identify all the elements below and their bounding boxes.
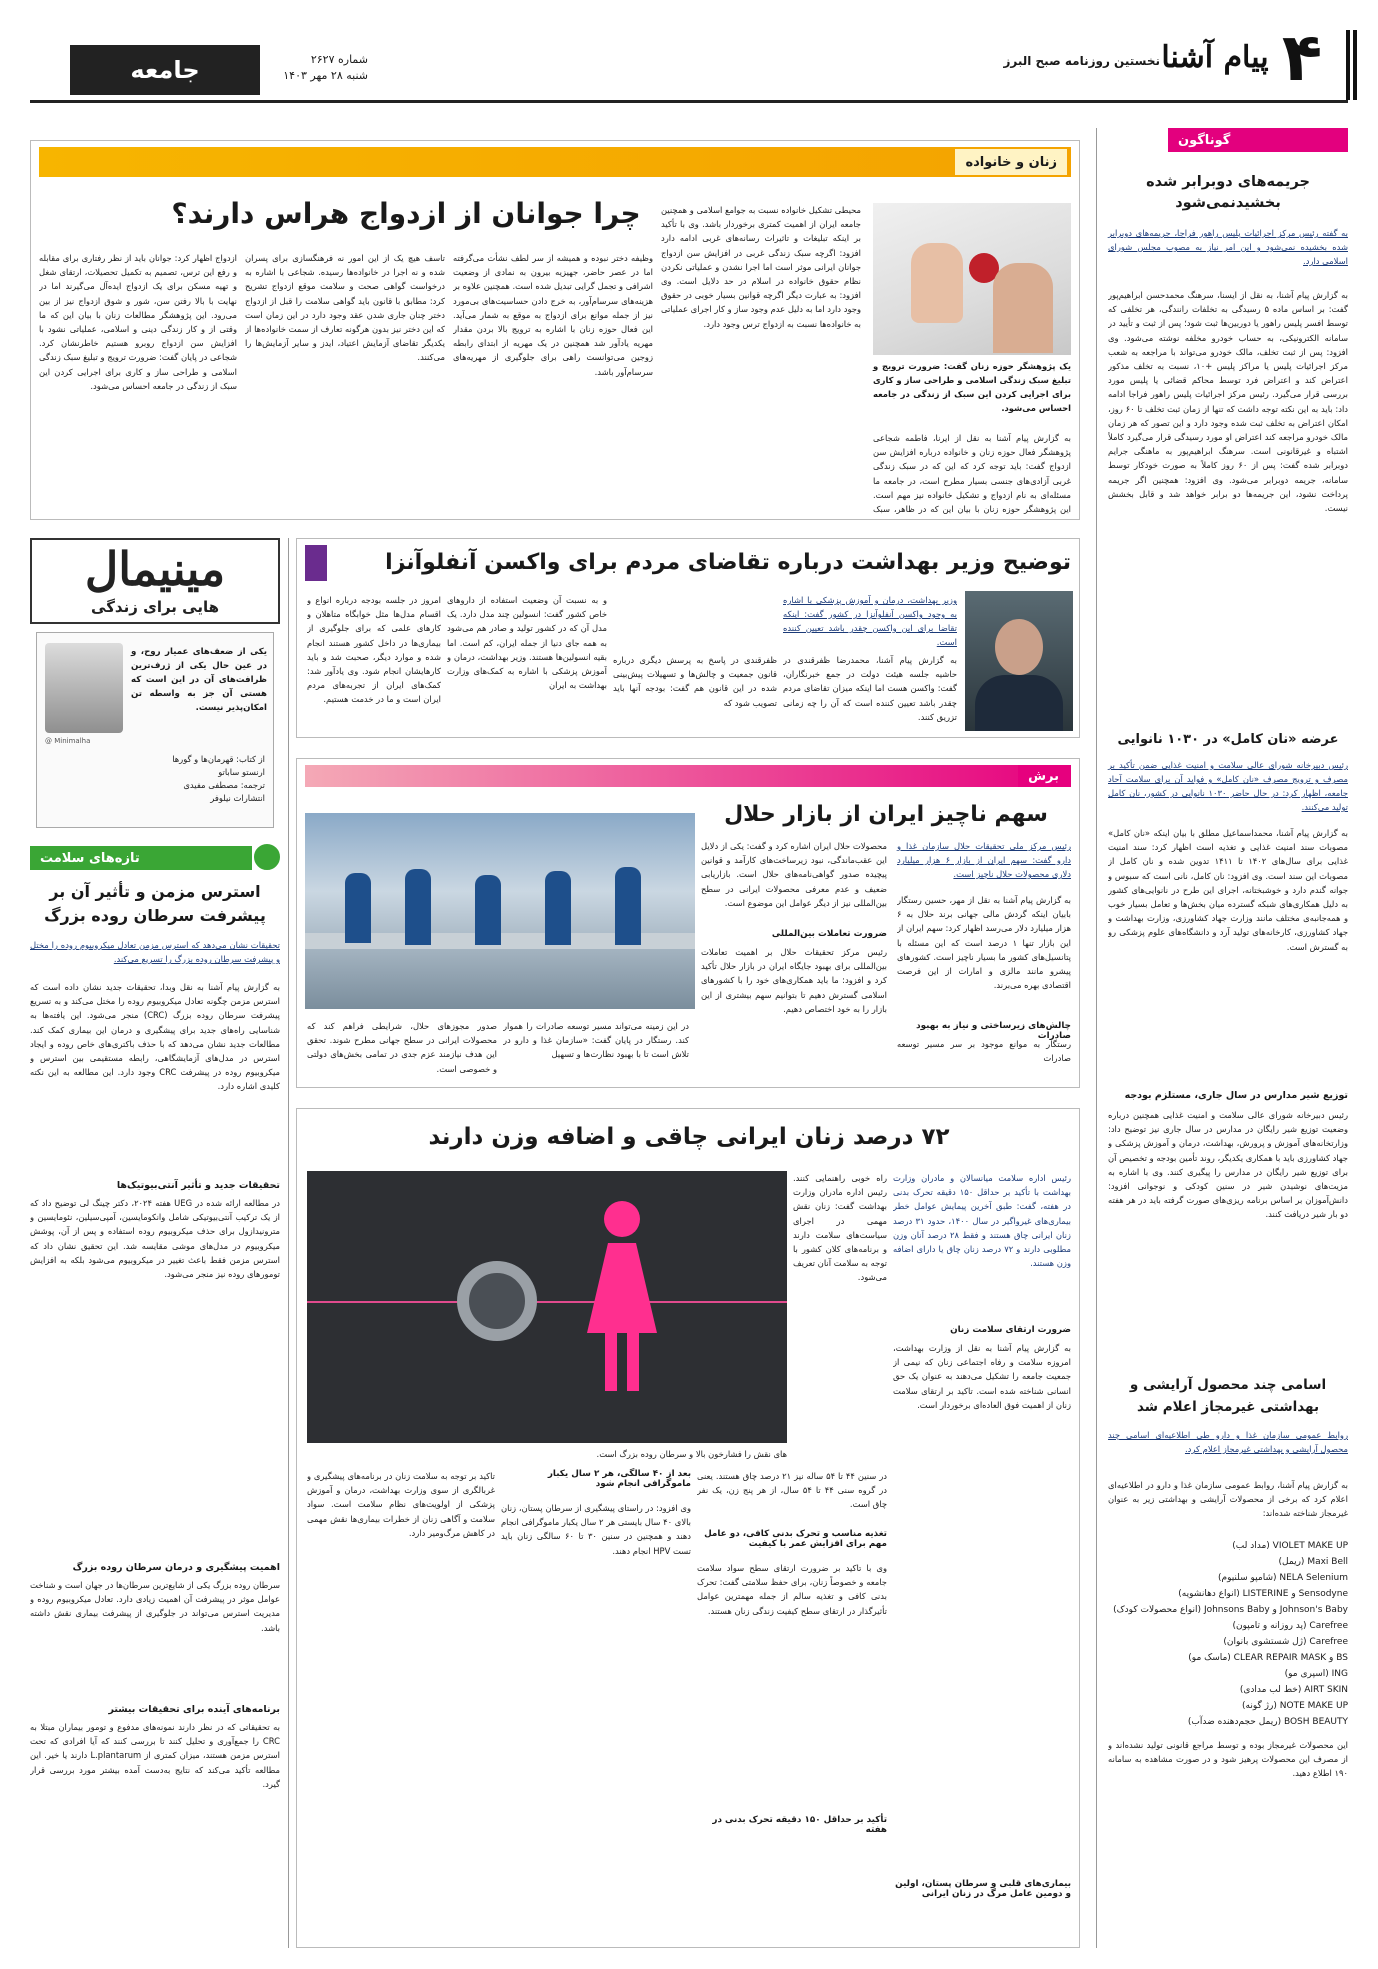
health-section xyxy=(30,846,280,1946)
minimal-card xyxy=(36,632,274,828)
health-sub3: برنامه‌های آینده برای تحقیقات بیشتر xyxy=(108,1704,280,1715)
article-halal-title: سهم ناچیز ایران از بازار حلال xyxy=(724,802,1048,827)
stethoscope-icon xyxy=(457,1261,537,1341)
health-body2: در مطالعه ارائه شده در UEG هفته ۲۰۲۴، دکتر چینگ لی توضیح داد که از یک ترکیب آنتی‌بیوتیکی شامل وانکومایسین، آمپی‌سیلین، نئومایسین و مترونیدازول برای حذف میکروبیوم روده استفاده و پس از آن، پوشش میکروبیوم در مدل‌های موشی مقایسه شد. این تحقیق نشان داد که استرس مزمن فقط باعث تغییر در میکروبیوم می‌شود بلکه به افزایش تومورهای روده نیز منجر می‌شود. xyxy=(30,1198,280,1280)
sidebar-story3-title: توزیع شیر مدارس در سال جاری، مستلزم بودجه xyxy=(1124,1090,1348,1101)
article-obesity-title: ۷۲ درصد زنان ایرانی چاقی و اضافه وزن دارند xyxy=(428,1124,950,1150)
article-obesity-sub2: تغذیه مناسب و تحرک بدنی کافی، دو عامل مهم برای افزایش عمر با کیفیت xyxy=(704,1529,887,1549)
article-halal-sub2: ضرورت تعاملات بین‌المللی xyxy=(771,929,887,939)
sidebar-story4-lead: روابط عمومی سازمان غذا و دارو طی اطلاعیه‌ای اسامی چند محصول آرایشی و بهداشتی غیرمجاز اعلام کرد. xyxy=(1108,1430,1348,1454)
article-family-col5: ازدواج اظهار کرد: جوانان باید از نظر رفتاری برای مقابله و رفع این ترس، تصمیم به تکمیل تحصیلات، ارتقای شغل و تهیه مسکن برای یک ازدواج ایده‌آل می‌گیرند اما در نهایت با بالا رفتن سن، شور و شوق ازدواج نیز از بین می‌رود. این پژوهشگر مطالعات زنان با بیان این که ما وقتی از و کار زندگی دینی و اسلامی، عملیاتی نشود با افزایش سن ازدواج روبرو هستیم خاطرنشان کرد. شجاعی در پایان گفت: ضرورت ترویج و تبلیغ سبک زندگی اسلامی و طراحی ساز و کاری برای اجرایی کردن این سبک از زندگی در جامعه احساس می‌شود. xyxy=(39,253,237,391)
issue-date: شنبه ۲۸ مهر ۱۴۰۳ xyxy=(283,69,368,82)
sidebar-story4-title: اسامی چند محصول آرایشی و بهداشتی غیرمجاز اعلام شد xyxy=(1129,1377,1327,1415)
sidebar-product-list xyxy=(1108,1538,1348,1730)
woman-figure-icon xyxy=(577,1201,667,1401)
sidebar xyxy=(1108,128,1348,1948)
product-item: BS و CLEAR REPAIR MASK (ماسک مو) xyxy=(1188,1653,1348,1663)
article-obesity-col3: راه خوبی راهنمایی کنند. رئیس اداره مادران وزارت بهداشت گفت: زنان نقش مهمی در اجرای سیاست‌های سلامت دارند و برنامه‌های کلان کشور با توجه به سلامت آنان تعریف می‌شود. xyxy=(793,1173,887,1283)
product-item: Johnson's Baby و Johnsons Baby (انواع محصولات کودک) xyxy=(1113,1605,1348,1615)
minimal-logo-subtitle: هایی برای زندگی xyxy=(91,598,219,616)
article-obesity-sub1: ضرورت ارتقای سلامت زنان xyxy=(950,1325,1071,1335)
issue-date-box xyxy=(268,52,368,92)
product-item: ING (اسپری مو) xyxy=(1284,1669,1348,1679)
article-vaccine-col4: امروز در جلسه بودجه درباره انواع و اقسام مدل‌ها مثل خوابگاه متاهلان و کارهای علمی که برای جلوگیری از بیماری‌ها در داخل کشور هستند انجام شده و موارد دیگر، صحبت شد و باید کارهایشان انجام شود. وی یادآور شد: کمک‌های ایران از تجربه‌های مردم ایران است و ما در خدمت هستیم. xyxy=(307,595,441,705)
product-item: Maxi Bell (ریمل) xyxy=(1278,1557,1348,1567)
minimal-portrait xyxy=(45,643,123,733)
masthead-side-bars-icon xyxy=(1346,30,1360,100)
article-vaccine-photo xyxy=(965,591,1073,731)
minimal-translator: ترجمه: مصطفی مفیدی xyxy=(183,780,265,790)
minimal-logo-title: مینیمال xyxy=(84,542,226,596)
sidebar-story4-body: به گزارش پیام آشنا، روابط عمومی سازمان غذا و دارو در اطلاعیه‌ای اعلام کرد که برخی از محصولات آرایشی و بهداشتی زیر به عنوان غیرمجاز شناخته شده‌اند: xyxy=(1108,1480,1348,1519)
minimal-social: @ Minimalha xyxy=(45,737,91,745)
article-family-col4: تاسف هیچ یک از این امور نه فرهنگسازی برای پسران شده و نه اجرا در خانواده‌ها رسیده. شجاعی با اشاره به درخواست گواهی صحت و سلامت موقع ازدواج تشریح کرد: مطابق با قانون باید گواهی سلامت را قبل از ازدواج دختر چنان جاری شدن عقد وجود دارد در این زمان است که این دختر نیز بدون هرگونه تعارف از سمت خانواده‌ها از یکدیگر تقاضای آزمایش اعتیاد، ایدز و سایر آزمایش‌ها را می‌کنند. xyxy=(245,253,445,363)
article-halal xyxy=(296,758,1080,1088)
article-vaccine-col1: به گزارش پیام آشنا، محمدرضا ظفرقندی در حاشیه جلسه هیئت دولت در جمع خبرنگاران، گفت: واکسن هست اما اینکه میزان تقاضای مردم چقدر باشد تعیین کننده است که آن را چه زمانی تزریق کنند. xyxy=(783,655,957,722)
sidebar-story1-title: جریمه‌های دوبرابر شده بخشیدنمی‌شود xyxy=(1146,174,1310,211)
health-body: به گزارش پیام آشنا به نقل وبدا، تحقیقات جدید نشان داده است که استرس مزمن چگونه تعادل میکروبیوم روده را مختل می‌کند و به تسریع پیشرفت سرطان روده بزرگ (CRC) منجر می‌شود. این یافته‌ها به شناسایی راه‌های جدید برای پیشگیری و درمان این بیماری کمک کند. مطالعات جدید نشان می‌دهد که با حذف باکتری‌های خاص روده و ایجاد استرس در مدل‌های آزمایشگاهی، رابطه مستقیمی بین استرس و میکروبیوم روده در پیشرفت CRC وجود دارد. این مطالعه به این نکته کلیدی اشاره دارد. xyxy=(30,982,280,1092)
article-halal-lead: رئیس مرکز ملی تحقیقات حلال سازمان غذا و دارو گفت: سهم ایران از بازار ۶ هزار میلیارد دلاری محصولات حلال ناچیز است. xyxy=(897,841,1072,879)
health-body4: به تحقیقاتی که در نظر دارند نمونه‌های مدفوع و تومور بیماران مبتلا به CRC را جمع‌آوری و تحلیل کنند تا بررسی کنند که آیا افرادی که تحت استرس مزمن هستند، میزان کمتری از L.plantarum دارند یا خیر. این مطالعه تأکید می‌کند که نتایج به‌دست آمده بیشتر مورد بررسی قرار گیرد. xyxy=(30,1722,280,1789)
masthead-rule xyxy=(30,100,1348,103)
article-obesity-sub5: بیماری‌های قلبی و سرطان پستان، اولین و دومین عامل مرگ در زنان ایرانی xyxy=(893,1879,1071,1899)
sidebar-story1-body: به گزارش پیام آشنا، به نقل از ایسنا، سرهنگ محمدحسن ابراهیم‌پور گفت: بر اساس ماده ۵ رسیدگی به تخلفات رانندگی، هر تخلفی که توسط افسر پلیس راهور یا دوربین‌ها ثبت شود؛ پس از ثبت و تأیید در سامانه الکترونیکی، به حساب خودرو مخلفه نوشته می‌شود. وی افزود: پس از ثبت تخلف، مالک خودرو می‌تواند با مراجعه به شعب مرکز اجرائیات پلیس یا مراکز پلیس +۱۰، نسبت به تخلف مذکور اعتراض کند و اعتراض فرد توسط محاکم قضائی یا پلیس مورد بررسی قرار می‌گیرد. رئیس مرکز اجرائیات پلیس راهور فراجا ادامه داد: باید به این نکته توجه داشت که تنها از زمان ثبت تخلف تا ۶۰ روز، امکان اعتراض به تخلف ثبت شده وجود دارد و این تصور که هر زمان مالک خودرو مراجعه کند اعتراض او مورد رسیدگی قرار می‌گیرد کاملاً اشتباه و غیرقانونی است. سرهنگ ابراهیم‌پور به ماهنگی جرایم دوبرابر شده گفت: پس از ۶۰ روز کاملاً به صورت خودکار توسط سامانه، جریمه دوبرابر می‌شود. وی افزود: همچنین اگر جریمه پرداخت نشود، این جریمه‌ها دو برابر خواهد شد و قابل بخشش نیست. xyxy=(1108,290,1348,514)
article-family-col3: وظیفه دختر نبوده و همیشه از سر لطف نشأت می‌گرفته اما در عصر حاضر، جهیزیه بیرون به نمادی از وضعیت اشرافی و تجمل گرایی تبدیل شده است. همچنین علاوه بر هزینه‌های سرسام‌آور، به خرج دادن حساسیت‌های بی‌مورد نیز از جمله موانع برای ازدواج به موقع به شمار می‌آید. این فعال حوزه زنان با اشاره به ترویج بالا بردن مقدار مهریه یادآور شد همچنین در یک مهریه از ابتدای رابطه زوجین می‌توانست راهی برای جلوگیری از مهریه‌های سرسام‌آور باشد. xyxy=(453,253,653,377)
health-title: استرس مزمن و تأثیر آن بر پیشرفت سرطان روده بزرگ xyxy=(44,882,266,925)
sidebar-story2-title: عرضه «نان کامل» در ۱۰۳۰ نانوایی xyxy=(1117,732,1339,747)
page-number-big: ۴ xyxy=(1281,19,1323,96)
article-halal-col1: به گزارش پیام آشنا به نقل از مهر، حسین رستگار بابیان اینکه گردش مالی جهانی برند حلال به ۶ هزار میلیارد دلار می‌رسد اظهار کرد: سهم ایران از این بازار تنها ۱ درصد است که این مسئله با پتانسیل‌های کشور ما بسیار ناچیز است. کشورهای پیشرو مانند مالزی و امارات از این فرصت اقتصادی بهره می‌برند. xyxy=(897,895,1071,991)
article-family-col1: به گزارش پیام آشنا به نقل از ایرنا، فاطمه شجاعی پژوهشگر فعال حوزه زنان و خانواده درباره افزایش سن ازدواج گفت: باید توجه کرد که این که در سبک زندگی غربی آزادی‌های جنسی بسیار مطرح است، در جامعه ما مسئله‌ای به نام ازدواج و تشکیل خانواده نیز مهم است. این پژوهشگر حوزه زنان با بیان این که در ظاهر، سبک xyxy=(873,433,1071,515)
article-family-tag-bar xyxy=(39,147,1071,177)
health-body3: سرطان روده بزرگ یکی از شایع‌ترین سرطان‌ها در جهان است و شناخت عوامل موثر در پیشرفت آن اهمیت زیادی دارد. تعادل میکروبیوم روده و مدیریت استرس می‌تواند در جلوگیری از پیشرفت بیماری نقش داشته باشد. xyxy=(30,1580,280,1633)
masthead xyxy=(0,0,1378,110)
minimal-box xyxy=(30,538,280,828)
article-halal-tag: برش xyxy=(1018,765,1069,787)
article-vaccine-col2: ظفرقندی در پاسخ به پرسش دیگری درباره قانون جمعیت و چالش‌ها و تسهیلات پیش‌بینی شده در این قانون هم گفت: بودجه آنها باید تصویب شود که xyxy=(613,655,777,708)
article-obesity-col4: تاکید بر توجه به سلامت زنان در برنامه‌های پیشگیری و غربالگری از سوی وزارت بهداشت، درمان و آموزش پزشکی از اولویت‌های نظام سلامت است. سواد سلامت و آگاهی زنان از خطرات بیماری‌ها نقش مهمی در کاهش مرگ‌ومیر دارد. xyxy=(307,1471,495,1538)
article-obesity-photo xyxy=(307,1171,787,1443)
product-item: NOTE MAKE UP (رژ گونه) xyxy=(1242,1701,1348,1711)
section-banner xyxy=(70,45,260,95)
article-obesity-col2b: وی با تاکید بر ضرورت ارتقای سطح سواد سلامت جامعه و خصوصاً زنان، برای حفظ سلامتی گفت: تحرک بدنی کافی و تغذیه سالم از جمله مهمترین عوامل تأثیرگذار در ارتقای سطح کیفیت زندگی زنان هستند. xyxy=(697,1563,887,1616)
article-obesity xyxy=(296,1108,1080,1948)
product-item: Carefree (پد روزانه و تامپون) xyxy=(1232,1621,1348,1631)
article-vaccine-col3: و به نسبت آن وضعیت استفاده از داروهای خاص کشور گفت: انسولین چند مدل دارد. یک مدل آن که در کشور تولید و صادر هم می‌شود به همه جای دنیا از جمله ایران، کم است. اما بقیه انسولین‌ها هستند. وزیر بهداشت، درمان و آموزش پزشکی با اشاره به کمک‌های وزارت بهداشت به ایران xyxy=(447,595,607,691)
article-family-caption: یک پژوهشگر حوزه زنان گفت: ضرورت ترویج و تبلیغ سبک زندگی اسلامی و طراحی ساز و کاری برای اجرایی کردن این سبک از زندگی در جامعه احساس می‌شود. xyxy=(873,361,1071,413)
sidebar-tag: گوناگون xyxy=(1168,128,1348,152)
article-obesity-sub3: تأکید بر حداقل ۱۵۰ دقیقه تحرک بدنی در هفته xyxy=(712,1815,887,1835)
minimal-logo xyxy=(30,538,280,624)
article-family-col2: محیطی تشکیل خانواده نسبت به جوامع اسلامی و همچنین جامعه ایران از اهمیت کمتری برخوردار باشد. وی با تأکید بر اینکه تبلیغات و تاثیرات رسانه‌های غربی ادامه دارد افزود: اگرچه سبک زندگی غربی در افزایش سن ازدواج جوانان ایرانی موثر است اما اجرا نشدن و عملیاتی نکردن نظام حقوق خانواده در اسلام در حد دلایل است. وی افزود: به عبارت دیگر اگرچه قوانین بسیار خوبی در حقوق وجود دارد اما به دلیل عدم وجود ساز و کار اجرای عملیاتی به خانواده‌ها نسبت به ازدواج ترس وجود دارد. xyxy=(661,205,861,329)
product-item: Sensodyne و LISTERINE (انواع دهانشویه) xyxy=(1178,1589,1348,1599)
left-divider xyxy=(288,538,289,1948)
heart-rate-line-icon xyxy=(307,1301,787,1303)
product-item: AIRT SKIN (خط لب مدادی) xyxy=(1239,1685,1348,1695)
sidebar-divider xyxy=(1096,128,1097,1948)
sidebar-story1-lead: به گفته رئیس مرکز اجرائیات پلیس راهور فراجا، جریمه‌های دوبرابر شده بخشیده نمی‌شود و این امر نیاز به مصوب مجلس شورای اسلامی دارد. xyxy=(1108,228,1348,266)
tagline: نخستین روزنامه صبح البرز xyxy=(1003,54,1160,68)
article-family-photo xyxy=(873,203,1071,355)
product-item: Carefree (ژل شستشوی بانوان) xyxy=(1223,1637,1348,1647)
product-item: NELA Selenium (شامپو سلنیوم) xyxy=(1217,1573,1348,1583)
article-family-tag: زنان و خانواده xyxy=(955,149,1067,175)
health-logo-icon xyxy=(252,842,282,872)
article-vaccine-lead: وزیر بهداشت، درمان و آموزش پزشکی با اشاره به وجود واکسن آنفلوآنزا در کشور گفت: اینکه تقاضا برای این واکسن چقدر باشد تعیین کننده است. xyxy=(783,595,957,647)
article-obesity-caption: های نقش را فشارخون بالا و سرطان روده بزرگ است. xyxy=(596,1449,787,1459)
article-halal-sub: چالش‌های زیرساختی و نیاز به بهبود صادرات xyxy=(916,1021,1071,1041)
sidebar-story2-lead: رئیس دبیرخانه شورای عالی سلامت و امنیت غذایی ضمن تأکید بر مصرف و ترویج مصرف «نان کامل» و فواید آن برای سلامت آحاد جامعه، اظهار کرد: در حال حاضر ۱۰۳۰ نانوایی در کشور، نان کامل تولید می‌کنند. xyxy=(1108,760,1348,812)
health-sub1: تحقیقات جدید و تأثیر آنتی‌بیوتیک‌ها xyxy=(116,1180,280,1191)
minimal-author: ارنستو ساباتو xyxy=(218,767,265,777)
minimal-book: از کتاب: قهرمان‌ها و گورها xyxy=(172,754,265,764)
article-halal-col2b: رئیس مرکز تحقیقات حلال بر اهمیت تعاملات بین‌المللی برای بهبود جایگاه ایران در بازار حلال تأکید کرد و افزود: ما باید همکاری‌های خود را با کشورهای اسلامی گسترش دهیم تا بتوانیم سهم بیشتری از این بازار را به خود اختصاص دهیم. xyxy=(701,947,887,1014)
article-obesity-col2: در سنین ۴۴ تا ۵۴ ساله نیز ۲۱ درصد چاق هستند. یعنی در گروه سنی ۴۴ تا ۵۴ سال، از هر پنج زن، یک نفر چاق است. xyxy=(697,1471,887,1510)
health-tag: تازه‌های سلامت xyxy=(30,846,252,870)
article-halal-sub-body: رستگار به موانع موجود بر سر مسیر توسعه صادرات xyxy=(897,1039,1071,1064)
minimal-quote: یکی از ضعف‌های عمیار روح، و در عین حال یکی از ژرف‌ترین ظرافت‌های آن در این است که هستی آن جز به واسطه تن امکان‌پذیر نیست. xyxy=(131,647,267,713)
article-vaccine xyxy=(296,538,1080,738)
article-vaccine-left-bar xyxy=(305,545,327,581)
article-halal-tag-bar xyxy=(305,765,1071,787)
article-halal-col4: صدور مجوزهای حلال، شرایطی فراهم کند که محصولات ایرانی در سطح جهانی مطرح شوند. تحقق این هدف نیازمند عزم جدی در تمامی بخش‌های دولتی و خصوصی است. xyxy=(307,1021,497,1074)
issue-number: شماره ۲۶۲۷ xyxy=(310,53,368,66)
minimal-publisher: انتشارات نیلوفر xyxy=(210,793,265,803)
article-obesity-sub4: بعد از ۴۰ سالگی، هر ۲ سال یکبار ماموگرافی انجام شود xyxy=(547,1469,691,1489)
health-lead: تحقیقات نشان می‌دهد که استرس مزمن تعادل میکروبیوم روده را مختل و پیشرفت سرطان روده بزرگ را تسریع می‌کند. xyxy=(30,940,280,964)
product-item: VIOLET MAKE UP (مداد لب) xyxy=(1232,1541,1348,1551)
section-label: جامعه xyxy=(130,56,200,84)
article-vaccine-title: توضیح وزیر بهداشت درباره تقاضای مردم برای واکسن آنفلوآنزا xyxy=(385,550,1071,575)
article-halal-col2: محصولات حلال ایران اشاره کرد و گفت: یکی از دلایل این عقب‌ماندگی، نبود زیرساخت‌های کارآمد و قوانین پیچیده صدور گواهی‌نامه‌های حلال است. بازاریابی ضعیف و عدم معرفی محصولات ایرانی در سطح بین‌المللی نیز از دیگر عوامل این موضوع است. xyxy=(701,841,887,908)
sidebar-story2-body: به گزارش پیام آشنا، محمداسماعیل مطلق با بیان اینکه «نان کامل» مصوبات سند امنیت غذایی و تغذیه است اظهار کرد: سند امنیت غذایی برای سال‌های ۱۴۰۲ تا ۱۴۱۱ تدوین شده و نان کامل از مصوبات این سند است. وی افزود: نان کامل، نانی است که سبوس و جوانه گندم دارد و خوشبختانه، اجرای این طرح در نانوایی‌های کشور به دلیل همکاری‌های شبکه گسترده میان بخش‌ها و تعامل بسیار خوب و همه‌جانبه‌ی مختلف مانند وزارت جهاد کشاورزی، وزارت بهداشت و جهاد کشاورزی، کارخانه‌های تولید آرد و دانشگاه‌های علوم پزشکی رو به گسترش است. xyxy=(1108,828,1348,952)
logo: پیام آشنا xyxy=(1161,40,1269,75)
sidebar-story3-body: رئیس دبیرخانه شورای عالی سلامت و امنیت غذایی همچنین درباره وضعیت توزیع شیر رایگان در مدارس در سال جاری نیز توضیح داد: وزارتخانه‌های آموزش و پرورش، بهداشت، درمان و آموزش پزشکی و جهاد کشاورزی باید با همکاری یکدیگر، روند تأمین بودجه و تخصیص آن برای توزیع شیر رایگان در مدارس را پیگیری کنند. وی با اشاره به مزیت‌های نوشیدن شیر در سنین کودکی و نوجوانی افزود: دانش‌آموزان بر اساس برنامه ریزی‌های صورت گرفته باید در هر هفته دو بار شیر دریافت کنند. xyxy=(1108,1110,1348,1220)
product-item: BOSH BEAUTY (ریمل حجم‌دهنده ضدآب) xyxy=(1187,1717,1348,1727)
health-sub2: اهمیت پیشگیری و درمان سرطان روده بزرگ xyxy=(72,1562,280,1573)
article-halal-photo xyxy=(305,813,695,1009)
article-family xyxy=(30,140,1080,520)
article-family-title: چرا جوانان از ازدواج هراس دارند؟ xyxy=(171,197,641,230)
sidebar-story4-footer: این محصولات غیرمجاز بوده و توسط مراجع قانونی تولید نشده‌اند و از مصرف این محصولات پرهیز شود و در صورت مشاهده به سامانه ۱۹۰ اطلاع دهید. xyxy=(1108,1740,1348,1779)
article-obesity-col1: رئیس اداره سلامت میانسالان و مادران وزارت بهداشت با تأکید بر حداقل ۱۵۰ دقیقه تحرک بدنی در هفته، گفت: طبق آخرین پیمایش عوامل خطر بیماری‌های غیرواگیر در سال ۱۴۰۰، حدود ۳۱ درصد زنان ایرانی چاق هستند و فقط ۲۸ درصد آنان وزن مطلوبی دارند و ۷۲ درصد زنان چاق یا دارای اضافه وزن هستند. xyxy=(893,1173,1071,1269)
article-obesity-col3b: وی افزود: در راستای پیشگیری از سرطان پستان، زنان بالای ۴۰ سال بایستی هر ۲ سال یکبار ماموگرافی انجام دهند و همچنین در سنین ۳۰ تا ۶۰ سالگی زنان باید تست HPV انجام دهند. xyxy=(501,1503,691,1556)
article-obesity-col1b: به گزارش پیام آشنا به نقل از وزارت بهداشت، امروزه سلامت و رفاه اجتماعی زنان که نیمی از جمعیت جامعه را تشکیل می‌دهند به عنوان یک حق انسانی شناخته شده است. تاکید بر ارتقای سلامت زنان از اهمیت فوق العاده‌ای برخوردار است. xyxy=(893,1343,1071,1410)
article-halal-col3: در این زمینه می‌تواند مسیر توسعه صادرات را هموار کند. رستگار در پایان گفت: «سازمان غذا و دارو در تلاش است تا با بهبود نظارت‌ها و تسهیل xyxy=(503,1021,689,1060)
